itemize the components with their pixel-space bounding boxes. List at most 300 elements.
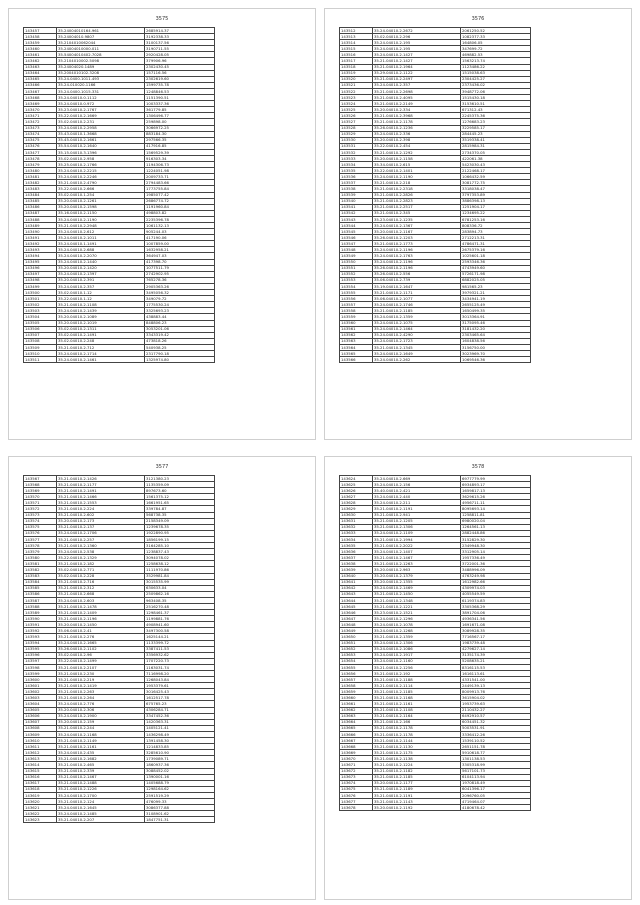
code-cell: 35.02.04010.1.12: [57, 290, 145, 296]
record-id-cell: 143672: [340, 768, 373, 774]
amount-cell: 5617101.73: [461, 768, 531, 774]
record-id-cell: 143496: [24, 265, 57, 271]
data-table: [339, 27, 531, 363]
code-cell: 35.24.04010.2.357: [57, 283, 145, 289]
code-cell: 35.21.04010.2.1161: [57, 744, 145, 750]
data-table: [339, 475, 531, 811]
amount-cell: 3108901.62: [145, 811, 215, 817]
record-id-cell: 143533: [340, 155, 373, 161]
record-id-cell: 143489: [24, 223, 57, 229]
code-cell: 35.24004020.1489: [57, 64, 145, 70]
record-id-cell: 143631: [340, 518, 373, 524]
record-id-cell: 143625: [340, 482, 373, 488]
amount-cell: 1077511.79: [145, 265, 215, 271]
record-id-cell: 143484: [24, 192, 57, 198]
amount-cell: 1069546.36: [461, 357, 531, 363]
code-cell: 35.02.04010.2.1311: [57, 326, 145, 332]
amount-cell: 1860937.36: [145, 762, 215, 768]
amount-cell: 1298164.62: [145, 786, 215, 792]
code-cell: 35.24.04010.2.4290: [373, 332, 461, 338]
record-id-cell: 143590: [24, 616, 57, 622]
amount-cell: 1953379.61: [145, 683, 215, 689]
record-id-cell: 143545: [340, 229, 373, 235]
amount-cell: 1659817.13: [461, 488, 531, 494]
record-id-cell: 143580: [24, 555, 57, 561]
amount-cell: 3797353.89: [461, 192, 531, 198]
amount-cell: 2593346.36: [461, 259, 531, 265]
code-cell: 35.21.04010.2.1682: [57, 756, 145, 762]
amount-cell: 981565.23: [461, 283, 531, 289]
code-cell: 35.24004010000.011: [57, 46, 145, 52]
record-id-cell: 143458: [24, 34, 57, 40]
code-cell: 35.24.04010.2.1196: [373, 259, 461, 265]
record-id-cell: 143584: [24, 579, 57, 585]
record-id-cell: 143552: [340, 271, 373, 277]
code-cell: 35.22.04010.2.1329: [57, 555, 145, 561]
amount-cell: 883184.30: [145, 131, 215, 137]
amount-cell: 417398.70: [145, 259, 215, 265]
amount-cell: 1258811.81: [461, 512, 531, 518]
record-id-cell: 143468: [24, 95, 57, 101]
code-cell: 35.21.04010.2.2149: [373, 101, 461, 107]
code-cell: 35.24.04010.2.336: [373, 131, 461, 137]
code-cell: 35.24.04010.2.195: [373, 46, 461, 52]
amount-cell: 2655125.49: [461, 302, 531, 308]
code-cell: 35.20.04010.2.1167: [373, 229, 461, 235]
amount-cell: 1569529.39: [145, 149, 215, 155]
amount-cell: 3629615.26: [461, 494, 531, 500]
code-cell: 35.54.04010.2.1640: [57, 143, 145, 149]
record-id-cell: 143588: [24, 603, 57, 609]
amount-cell: 3053201.06: [145, 326, 215, 332]
code-cell: 35.21.04010.2.1168: [373, 695, 461, 701]
code-cell: 35.21.04010.2.1360: [57, 543, 145, 549]
code-cell: 35.21.04010.2.218: [373, 180, 461, 186]
amount-cell: 4936341.56: [461, 616, 531, 622]
page-number: 3577: [155, 464, 169, 470]
record-id-cell: 143518: [340, 64, 373, 70]
code-cell: 35.24.04010.2.1461: [57, 357, 145, 363]
amount-cell: 675765.23: [145, 701, 215, 707]
amount-cell: 3121380.23: [145, 476, 215, 482]
amount-cell: 3100137.56: [145, 40, 215, 46]
amount-cell: 3891704.06: [461, 610, 531, 616]
code-cell: 35.21.04010.2.465: [57, 762, 145, 768]
amount-cell: 1612982.66: [461, 579, 531, 585]
amount-cell: 1224051.98: [145, 168, 215, 174]
record-id-cell: 143604: [24, 701, 57, 707]
amount-cell: 349079.72: [145, 296, 215, 302]
record-id-cell: 143644: [340, 597, 373, 603]
amount-cell: 1123486.22: [461, 64, 531, 70]
code-cell: 35.20.04010.2.159: [57, 719, 145, 725]
record-id-cell: 143492: [24, 241, 57, 247]
record-id-cell: 143522: [340, 88, 373, 94]
record-id-cell: 143497: [24, 271, 57, 277]
code-cell: 35.21.04010.2.1191: [373, 792, 461, 798]
code-cell: 35.02.04010.2.1491: [57, 332, 145, 338]
amount-cell: 3164285.10: [145, 543, 215, 549]
record-id-cell: 143581: [24, 561, 57, 567]
code-cell: 35.22.04010.2.666: [57, 186, 145, 192]
code-cell: 35.24.04010.0.1112: [57, 95, 145, 101]
record-id-cell: 143480: [24, 168, 57, 174]
code-cell: 35.20.04010.2.334: [373, 107, 461, 113]
amount-cell: 6781253.16: [461, 216, 531, 222]
record-id-cell: 143471: [24, 113, 57, 119]
amount-cell: 1661951.65: [145, 500, 215, 506]
record-id-cell: 143594: [24, 640, 57, 646]
code-cell: 35.20.04010.2.1192: [373, 805, 461, 811]
amount-cell: 1276683.23: [461, 119, 531, 125]
amount-cell: 897673.60: [145, 488, 215, 494]
amount-cell: 5726171.98: [461, 271, 531, 277]
code-cell: 35.20.04010.2.1598: [57, 204, 145, 210]
amount-cell: 4956711.11: [461, 500, 531, 506]
code-cell: 35.21.04010.2.1345: [373, 344, 461, 350]
record-id-cell: 143607: [24, 719, 57, 725]
record-id-cell: 143558: [340, 308, 373, 314]
record-id-cell: 143512: [340, 28, 373, 34]
record-id-cell: 143633: [340, 530, 373, 536]
amount-cell: 2303465.64: [461, 332, 531, 338]
amount-cell: 1061132.13: [145, 223, 215, 229]
amount-cell: 1301138.53: [461, 756, 531, 762]
amount-cell: 361779.85: [145, 107, 215, 113]
page-number: 3578: [471, 464, 485, 470]
record-id-cell: 143623: [24, 817, 57, 823]
amount-cell: 568738.35: [145, 512, 215, 518]
code-cell: 35.21.04010.2.257: [57, 536, 145, 542]
code-cell: 35.21.04010.2.312: [57, 585, 145, 591]
amount-cell: 3285610.90: [145, 750, 215, 756]
record-id-cell: 143652: [340, 646, 373, 652]
code-cell: 35.24.04010.2.1464: [373, 326, 461, 332]
record-id-cell: 143556: [340, 296, 373, 302]
amount-cell: 2349948.30: [461, 543, 531, 549]
code-cell: 35.21.04010.2.1773: [373, 241, 461, 247]
code-cell: 35.02.04010.2.96: [57, 652, 145, 658]
code-cell: 35.21.04010.2.263: [57, 689, 145, 695]
amount-cell: 417190.06: [145, 235, 215, 241]
code-cell: 35.24.04010.2.435: [57, 750, 145, 756]
record-id-cell: 143491: [24, 235, 57, 241]
amount-cell: 3305368.29: [461, 603, 531, 609]
code-cell: 35.21.04010.2.1964: [373, 64, 461, 70]
record-id-cell: 143662: [340, 707, 373, 713]
record-id-cell: 143505: [24, 320, 57, 326]
document-page: [324, 456, 632, 900]
record-id-cell: 143467: [24, 88, 57, 94]
amount-cell: 297566.35: [145, 137, 215, 143]
record-id-cell: 143539: [340, 192, 373, 198]
amount-cell: 1191960.84: [145, 204, 215, 210]
code-cell: 35.24.04010.2.1268: [373, 628, 461, 634]
amount-cell: 3086377.88: [145, 805, 215, 811]
amount-cell: 2712213.31: [461, 235, 531, 241]
code-cell: 35.24.04010.2.1160: [373, 658, 461, 664]
amount-cell: 1298461.37: [145, 610, 215, 616]
amount-cell: 2509862.16: [145, 591, 215, 597]
record-id-cell: 143550: [340, 259, 373, 265]
code-cell: 35.21.04010.2.4790: [57, 180, 145, 186]
amount-cell: 2905363.26: [145, 283, 215, 289]
record-id-cell: 143647: [340, 616, 373, 622]
record-id-cell: 143483: [24, 186, 57, 192]
record-id-cell: 143653: [340, 652, 373, 658]
record-id-cell: 143663: [340, 713, 373, 719]
amount-cell: 1405688.79: [145, 780, 215, 786]
code-cell: 35.21.04010.2.230: [57, 671, 145, 677]
code-cell: 35.24.04010.2.195: [373, 40, 461, 46]
record-id-cell: 143517: [340, 58, 373, 64]
code-cell: 35.21.04010.2.1177: [57, 482, 145, 488]
amount-cell: 3229585.17: [461, 125, 531, 131]
amount-cell: 671312.43: [461, 107, 531, 113]
code-cell: 35.21.04010.2.1467: [373, 555, 461, 561]
amount-cell: 1604838.56: [461, 338, 531, 344]
code-cell: 35.21.04010.2.2698: [373, 88, 461, 94]
code-cell: 35.26.04010.2.1203: [373, 235, 461, 241]
amount-cell: 379906.96: [145, 58, 215, 64]
amount-cell: 1922890.95: [145, 530, 215, 536]
amount-cell: 5208635.21: [461, 658, 531, 664]
amount-cell: 364947.03: [145, 253, 215, 259]
record-id-cell: 143532: [340, 149, 373, 155]
code-cell: 35.24.04010.2.1706: [57, 530, 145, 536]
record-id-cell: 143608: [24, 725, 57, 731]
record-id-cell: 143603: [24, 695, 57, 701]
amount-cell: 2882448.86: [461, 530, 531, 536]
code-cell: 35.02.04010.2.228: [57, 573, 145, 579]
amount-cell: 498803.82: [145, 210, 215, 216]
amount-cell: 1436298.49: [145, 731, 215, 737]
code-cell: 35.24.04010.2.603: [57, 597, 145, 603]
amount-cell: 1773755.84: [145, 186, 215, 192]
record-id-cell: 143542: [340, 210, 373, 216]
amount-cell: 1612517.78: [145, 695, 215, 701]
record-id-cell: 143660: [340, 695, 373, 701]
code-cell: 35.21.04010.2.1205: [373, 518, 461, 524]
code-cell: 35.21.04010.2.1144: [373, 738, 461, 744]
amount-cell: 2742902.95: [145, 271, 215, 277]
code-cell: 35.21.04010.2.2948: [57, 223, 145, 229]
amount-cell: 6882025.05: [461, 277, 531, 283]
record-id-cell: 143516: [340, 52, 373, 58]
amount-cell: 1632958.21: [145, 247, 215, 253]
record-id-cell: 143595: [24, 646, 57, 652]
code-cell: 35.21.04010.2.1143: [373, 798, 461, 804]
code-cell: 35.21.04010.2.1108: [57, 302, 145, 308]
record-id-cell: 143646: [340, 610, 373, 616]
record-id-cell: 143654: [340, 658, 373, 664]
code-cell: 35.24.04010.2.440: [373, 494, 461, 500]
code-cell: 35.24.04010.2.1190: [373, 174, 461, 180]
record-id-cell: 143642: [340, 585, 373, 591]
amount-cell: 3015535.99: [145, 579, 215, 585]
amount-cell: 1539110.52: [461, 738, 531, 744]
code-cell: 35.24.04010.2.1900: [57, 713, 145, 719]
record-id-cell: 143559: [340, 314, 373, 320]
code-cell: 35.21.04010.2.1224: [373, 762, 461, 768]
amount-cell: 1264561.13: [461, 524, 531, 530]
amount-cell: 1268043.84: [145, 677, 215, 683]
record-id-cell: 143519: [340, 70, 373, 76]
amount-cell: 3088452.02: [145, 768, 215, 774]
amount-cell: 5910618.77: [461, 750, 531, 756]
amount-cell: 3434941.19: [461, 296, 531, 302]
record-id-cell: 143457: [24, 28, 57, 34]
code-cell: 35.26.04010.2.1196: [373, 265, 461, 271]
record-id-cell: 143507: [24, 332, 57, 338]
code-cell: 35.24.04010.2.538: [57, 549, 145, 555]
code-cell: 35.24.04010.2.156: [373, 482, 461, 488]
amount-cell: 2235396.78: [145, 216, 215, 222]
record-id-cell: 143498: [24, 277, 57, 283]
record-id-cell: 143541: [340, 204, 373, 210]
record-id-cell: 143628: [340, 500, 373, 506]
record-id-cell: 143503: [24, 308, 57, 314]
code-cell: 35.24004010.9807: [57, 34, 145, 40]
amount-cell: 808336.72: [461, 223, 531, 229]
code-cell: 35.21.04010.2.2318: [373, 186, 461, 192]
amount-cell: 1194306.73: [145, 162, 215, 168]
record-id-cell: 143643: [340, 591, 373, 597]
record-id-cell: 143524: [340, 101, 373, 107]
code-cell: 35.24.04010.2.1367: [373, 223, 461, 229]
record-id-cell: 143618: [24, 786, 57, 792]
record-id-cell: 143509: [24, 344, 57, 350]
record-id-cell: 143463: [24, 64, 57, 70]
amount-cell: 1650499.35: [461, 308, 531, 314]
record-id-cell: 143523: [340, 95, 373, 101]
code-cell: 35.26.04010.2.1102: [57, 646, 145, 652]
amount-cell: 963408.35: [145, 597, 215, 603]
record-id-cell: 143626: [340, 488, 373, 494]
code-cell: 35.21.04010.2.1450: [373, 591, 461, 597]
code-cell: 35.21.04010.2.1178: [373, 119, 461, 125]
amount-cell: 3979321.21: [461, 290, 531, 296]
record-id-cell: 143474: [24, 131, 57, 137]
amount-cell: 3305318.99: [461, 762, 531, 768]
amount-cell: 3318038.47: [461, 186, 531, 192]
record-id-cell: 143504: [24, 314, 57, 320]
document-page: [324, 8, 632, 440]
amount-cell: 8095693.14: [461, 506, 531, 512]
amount-cell: 1199881.76: [145, 616, 215, 622]
amount-cell: 6980020.04: [461, 518, 531, 524]
code-cell: 35.20.04010.2.1089: [57, 314, 145, 320]
amount-cell: 7716567.17: [461, 634, 531, 640]
record-id-cell: 143569: [24, 488, 57, 494]
amount-cell: 417916.85: [145, 143, 215, 149]
record-id-cell: 143511: [24, 357, 57, 363]
record-id-cell: 143577: [24, 536, 57, 542]
record-id-cell: 143544: [340, 223, 373, 229]
record-id-cell: 143508: [24, 338, 57, 344]
amount-cell: 6492910.57: [461, 713, 531, 719]
record-id-cell: 143675: [340, 786, 373, 792]
record-id-cell: 143566: [340, 357, 373, 363]
code-cell: 35.24.04010.2.1407: [373, 549, 461, 555]
record-id-cell: 143670: [340, 756, 373, 762]
code-cell: 35.24.04010.2.1714: [57, 350, 145, 356]
amount-cell: 3519338.41: [461, 137, 531, 143]
record-id-cell: 143597: [24, 658, 57, 664]
record-id-cell: 143664: [340, 719, 373, 725]
code-cell: 35.20.04010.2.963: [373, 567, 461, 573]
amount-cell: 1707220.73: [145, 658, 215, 664]
amount-cell: 5003531.91: [461, 725, 531, 731]
record-id-cell: 143551: [340, 265, 373, 271]
code-cell: 35.20.04010.2.306: [57, 707, 145, 713]
record-id-cell: 143579: [24, 549, 57, 555]
code-cell: 35.21.04010.2.1419: [57, 683, 145, 689]
amount-cell: 1306496.77: [145, 113, 215, 119]
table-row: [24, 817, 215, 823]
amount-cell: 1234695.22: [461, 210, 531, 216]
amount-cell: 2302619.60: [145, 76, 215, 82]
amount-cell: 1847751.31: [145, 817, 215, 823]
code-cell: 35.21.04010.2.3968: [373, 113, 461, 119]
code-cell: 35.21.04010.2.1185: [373, 308, 461, 314]
code-cell: 35.21.04010.2.2107: [57, 664, 145, 670]
record-id-cell: 143564: [340, 344, 373, 350]
code-cell: 35.15.04010.3.1396: [57, 149, 145, 155]
code-cell: 35.20.04010.2.1019: [57, 320, 145, 326]
code-cell: 35.24.04010.2.1427: [373, 52, 461, 58]
code-cell: 35.22.04010.2.1669: [57, 113, 145, 119]
page-number: 3576: [471, 16, 485, 22]
amount-cell: 157116.56: [145, 70, 215, 76]
record-id-cell: 143592: [24, 628, 57, 634]
record-id-cell: 143459: [24, 40, 57, 46]
record-id-cell: 143668: [340, 744, 373, 750]
amount-cell: 3094078.02: [145, 555, 215, 561]
record-id-cell: 143636: [340, 549, 373, 555]
amount-cell: 1082377.33: [461, 34, 531, 40]
code-cell: 35.24.04010.2.1397: [57, 271, 145, 277]
code-cell: 35.24.04010.2.262: [373, 357, 461, 363]
code-cell: 35.21.04010.2.264: [57, 695, 145, 701]
amount-cell: 3152829.30: [461, 536, 531, 542]
code-cell: 35.24.04010.2.688: [57, 247, 145, 253]
table-row: [340, 357, 531, 363]
amount-cell: 1599735.78: [145, 82, 215, 88]
code-cell: 35.21.04010.2.1256: [373, 664, 461, 670]
record-id-cell: 143666: [340, 731, 373, 737]
code-cell: 35.2104010002.5098: [57, 58, 145, 64]
code-cell: 35.21.04010.2.668: [57, 591, 145, 597]
amount-cell: 3325693.23: [145, 308, 215, 314]
amount-cell: 5423030.43: [461, 162, 531, 168]
amount-cell: 3948772.06: [461, 88, 531, 94]
amount-cell: 3156750.00: [461, 344, 531, 350]
code-cell: 35.24.04010.2.1296: [373, 616, 461, 622]
record-id-cell: 143667: [340, 738, 373, 744]
amount-cell: 339784.87: [145, 506, 215, 512]
amount-cell: 473818.26: [145, 338, 215, 344]
amount-cell: 2110432.27: [461, 707, 531, 713]
amount-cell: 3488996.09: [461, 567, 531, 573]
amount-cell: 1405121.41: [145, 725, 215, 731]
record-id-cell: 143557: [340, 302, 373, 308]
record-id-cell: 143649: [340, 628, 373, 634]
code-cell: 35.24.04010.2.2070: [57, 253, 145, 259]
amount-cell: 1957336.49: [461, 555, 531, 561]
record-id-cell: 143555: [340, 290, 373, 296]
amount-cell: 2061250.52: [461, 28, 531, 34]
